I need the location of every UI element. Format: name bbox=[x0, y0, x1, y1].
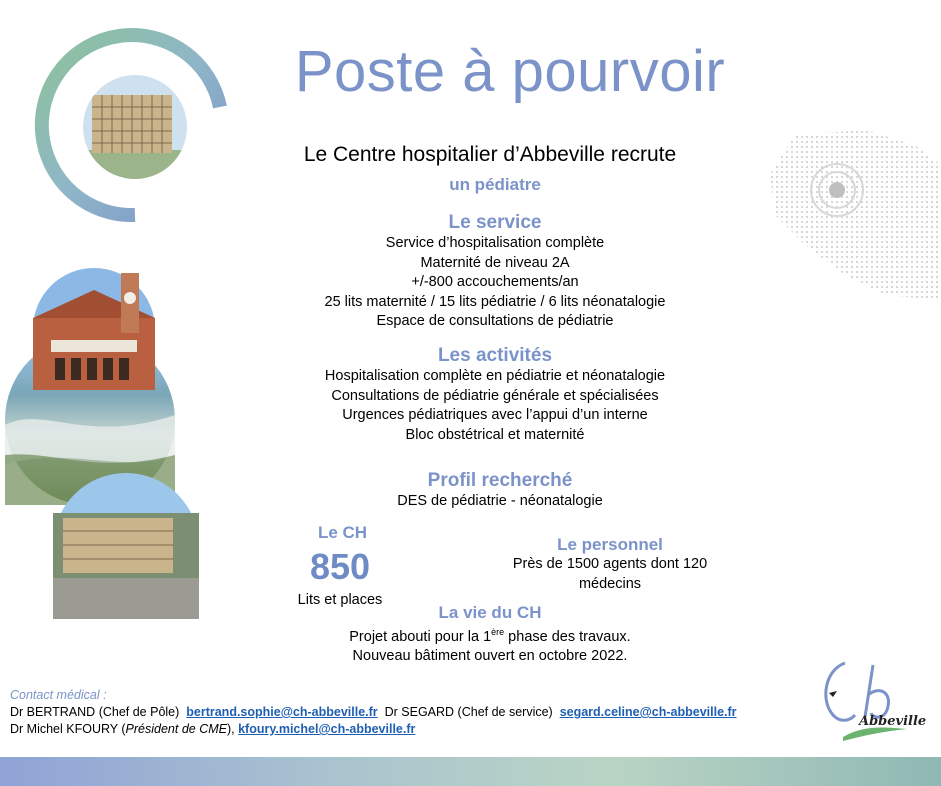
contact-title: Contact médical : bbox=[10, 688, 107, 702]
service-line: +/-800 accouchements/an bbox=[411, 274, 579, 290]
segard-role: (Chef de service) bbox=[457, 705, 553, 719]
dotted-map-decoration bbox=[765, 125, 941, 305]
bertrand-name: Dr BERTRAND bbox=[10, 705, 96, 719]
vie-line-1 bbox=[300, 623, 680, 647]
profil-heading: Profil recherché bbox=[427, 470, 573, 491]
ch-caption: Lits et places bbox=[297, 592, 383, 608]
ch-number: 850 bbox=[309, 546, 371, 587]
logo-text: Abbeville bbox=[859, 714, 927, 729]
ch-abbeville-logo bbox=[815, 655, 927, 745]
recruit-line: Le Centre hospitalier d’Abbeville recrute bbox=[303, 143, 677, 166]
photo-station-circle bbox=[33, 268, 155, 390]
segard-name: Dr SEGARD bbox=[384, 705, 455, 719]
activites-heading: Les activités bbox=[437, 345, 553, 366]
ch-heading: Le CH bbox=[317, 523, 368, 542]
kfoury-name: Dr Michel KFOURY bbox=[10, 722, 118, 736]
bottom-band bbox=[0, 757, 941, 786]
contact-line-2: Dr Michel KFOURY (Président de CME), kfoury.michel@ch-abbeville.fr bbox=[10, 722, 416, 736]
service-heading: Le service bbox=[448, 212, 542, 233]
section-personnel bbox=[480, 535, 740, 594]
section-service bbox=[250, 212, 740, 332]
kfoury-email-link[interactable]: kfoury.michel@ch-abbeville.fr bbox=[238, 722, 416, 736]
activite-line: Hospitalisation complète en pédiatrie et néonatalogie bbox=[324, 368, 666, 384]
activite-line: Bloc obstétrical et maternité bbox=[405, 426, 585, 443]
section-activites bbox=[250, 345, 740, 445]
vie-line-1-tail: phase des travaux. bbox=[504, 628, 631, 645]
personnel-line: Près de 1500 agents dont 120 bbox=[512, 556, 708, 572]
vie-line-1-text: Projet abouti pour la 1 bbox=[349, 628, 492, 645]
vie-line-2: Nouveau bâtiment ouvert en octobre 2022. bbox=[352, 648, 628, 665]
activite-line: Urgences pédiatriques avec l’appui d’un interne bbox=[342, 407, 648, 423]
section-vie bbox=[300, 603, 680, 667]
segard-email-link[interactable]: segard.celine@ch-abbeville.fr bbox=[559, 705, 737, 719]
personnel-line: médecins bbox=[578, 575, 642, 592]
service-line: Maternité de niveau 2A bbox=[420, 254, 570, 271]
kfoury-role: Président de CME bbox=[125, 722, 227, 736]
service-line: Espace de consultations de pédiatrie bbox=[376, 313, 614, 329]
bertrand-role: (Chef de Pôle) bbox=[98, 705, 180, 719]
bertrand-email-link[interactable]: bertrand.sophie@ch-abbeville.fr bbox=[186, 705, 378, 719]
activite-line: Consultations de pédiatrie générale et spécialisées bbox=[331, 387, 659, 404]
section-ch bbox=[280, 523, 405, 543]
position-name: un pédiatre bbox=[449, 175, 541, 194]
vie-line-1-sup: ère bbox=[491, 627, 505, 637]
vie-heading: La vie du CH bbox=[438, 603, 542, 622]
profil-line: DES de pédiatrie - néonatalogie bbox=[397, 493, 603, 509]
section-profil bbox=[300, 470, 700, 512]
page-title: Poste à pourvoir bbox=[294, 39, 726, 104]
service-line: 25 lits maternité / 15 lits pédiatrie / 6 lits néonatalogie bbox=[324, 293, 666, 310]
contact-line-1 bbox=[10, 705, 737, 719]
photo-building-circle bbox=[53, 473, 199, 619]
service-line: Service d’hospitalisation complète bbox=[385, 235, 605, 251]
personnel-heading: Le personnel bbox=[557, 535, 663, 554]
arc-hospital-logo bbox=[40, 35, 230, 225]
